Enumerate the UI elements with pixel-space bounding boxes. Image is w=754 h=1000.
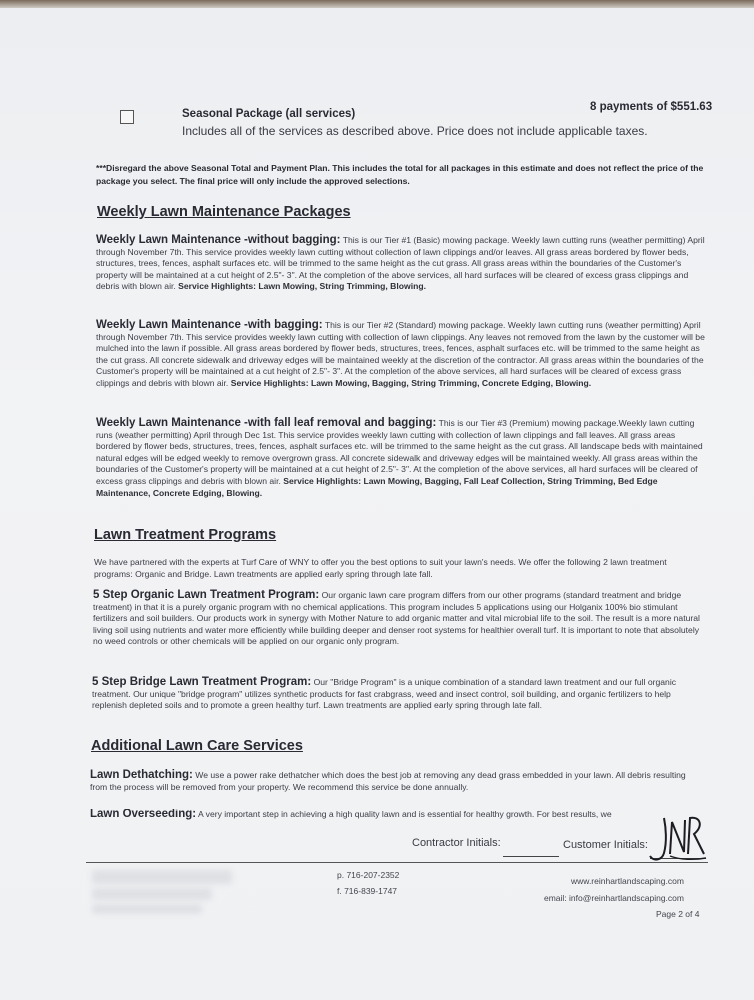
overseeding-paragraph: [90, 809, 690, 821]
footer-blurred-block: [92, 888, 212, 900]
dethatching-paragraph: [90, 770, 700, 793]
contractor-initials-line[interactable]: [503, 856, 559, 857]
page-number: Page 2 of 4: [656, 909, 700, 919]
tier1-title: Weekly Lawn Maintenance -without bagging:: [96, 234, 341, 246]
customer-initials-signature: [640, 808, 710, 868]
tier2-paragraph: [96, 320, 706, 390]
tier2-title: Weekly Lawn Maintenance -with bagging:: [96, 319, 323, 331]
footer-blurred-block: [92, 904, 202, 914]
overseeding-body: A very important step in achieving a high quality lawn and is essential for healthy growth. For best results, we: [196, 809, 612, 819]
dethatching-body: We use a power rake dethatcher which does the best job at removing any dead grass embedded in your lawn. All debris resulting from the process will be removed from your property. We recommend this service be done annually.: [90, 770, 686, 792]
lawn-treatment-heading: Lawn Treatment Programs: [94, 527, 277, 543]
organic-program-paragraph: [93, 590, 703, 648]
dethatching-title: Lawn Dethatching:: [90, 769, 193, 781]
tier1-paragraph: [96, 235, 706, 293]
seasonal-package-title: Seasonal Package (all services): [182, 108, 356, 120]
organic-program-title: 5 Step Organic Lawn Treatment Program:: [93, 589, 320, 601]
organic-program-body: Our organic lawn care program differs from our other programs (standard treatment and bridge treatment) in that it is a purely organic program with no chemical applications. This program includes 5 applications using our Holganix 100% bio stimulant fertilizers and soil builders. Our products work in synergy with Mother Nature to add organic matter and vital microbial life to the soil. The result is a more natural living soil using nutrients and water more efficiently while building deeper and denser root systems for healthier overall turf. It is important to note that absolutely no weed controls or other chemicals will be applied on our organic only program.: [93, 590, 700, 647]
footer-divider: [86, 862, 708, 863]
seasonal-package-price: 8 payments of $551.63: [590, 101, 713, 113]
footer-fax: f. 716-839-1747: [337, 886, 398, 896]
disclaimer-note: ***Disregard the above Seasonal Total and Payment Plan. This includes the total for all packages in this estimate and does not reflect the price of the package you select. The final price will only include the approved selections.: [96, 163, 704, 186]
tier3-title: Weekly Lawn Maintenance -with fall leaf removal and bagging:: [96, 417, 437, 429]
tier2-body: This is our Tier #2 (Standard) mowing package. Weekly lawn cutting runs (weather permitting) April through November 7th. This service provides weekly lawn cutting with collection of lawn clippings. Any leaves not removed from the lawn by the customer will be mulched into the lawn if possible. All grass areas bordered by flower beds, structures, trees, fences, asphalt surfaces etc. will be trimmed to the same height as the cut grass. All concrete sidewalk and driveway edges will be maintained weekly at the discretion of the contractor. All grass areas within the boundaries of the Customer's property will be maintained at a cut height of 2.5"- 3". At the completion of the above services, all hard surfaces will be cleared of excess grass clippings and debris with blown air.: [96, 320, 705, 388]
page-top-edge: [0, 0, 754, 8]
seasonal-package-checkbox[interactable]: [120, 110, 134, 124]
footer-email[interactable]: email: info@reinhartlandscaping.com: [544, 893, 684, 903]
footer-blurred-block: [92, 870, 232, 884]
tier3-body: This is our Tier #3 (Premium) mowing package.Weekly lawn cutting runs (weather permitting) April through Dec 1st. This service provides weekly lawn cutting with collection of lawn clippings and fall leaves. All grass areas bordered by flower beds, structures, trees, fences, asphalt surfaces etc. will be trimmed to the same height as the cut grass. All landscape beds with maintained natural edges will be edged weekly to remove overgrown grass. All concrete sidewalk and driveway edges will be maintained weekly. All grass areas within the boundaries of the Customer's property will be maintained at a cut height of 2.5"- 3". At the completion of the above services, all hard surfaces will be cleared of excess grass clippings and debris with blown air.: [96, 418, 703, 486]
treatment-intro: We have partnered with the experts at Turf Care of WNY to offer you the best options to suit your lawn's needs. We offer the following 2 lawn treatment programs: Organic and Bridge. Lawn treatments are applied early spring through late fall.: [94, 557, 667, 579]
tier3-paragraph: [96, 418, 706, 499]
footer-website[interactable]: www.reinhartlandscaping.com: [571, 876, 684, 886]
bridge-program-paragraph: [92, 677, 702, 712]
contractor-initials-label: Contractor Initials:: [412, 837, 501, 849]
tier2-highlights: Service Highlights: Lawn Mowing, Bagging, String Trimming, Concrete Edging, Blowing.: [230, 377, 592, 388]
footer-phone: p. 716-207-2352: [337, 870, 400, 880]
additional-services-heading: Additional Lawn Care Services: [91, 738, 303, 754]
bridge-program-body: Our "Bridge Program" is a unique combination of a standard lawn treatment and our full organic treatment. Our unique "bridge program" utilizes synthetic products for fast crabgrass, weed and insect control, soil building, and organic fertilizers to help replenish depleted soils and to promote a green healthy turf. Lawn treatments are applied early spring through late fall.: [92, 677, 677, 711]
customer-initials-label: Customer Initials:: [563, 839, 648, 851]
tier1-highlights: Service Highlights: Lawn Mowing, String Trimming, Blowing.: [178, 281, 426, 292]
tier1-body: This is our Tier #1 (Basic) mowing package. Weekly lawn cutting runs (weather permitting) April through November 7th. This service provides weekly lawn cutting without collection of lawn clippings and/or leaves. All grass areas bordered by flower beds, structures, trees, fences, asphalt surfaces etc. will be trimmed to the same height as the cut grass. All grass areas within the boundaries of the Customer's property will be maintained at a cut height of 2.5"- 3". At the completion of the above services, all hard surfaces will be cleared of excess grass clippings and debris with blown air.: [96, 235, 705, 292]
overseeding-title: Lawn Overseeding:: [90, 809, 197, 820]
seasonal-package-description: Includes all of the services as described above. Price does not include applicable taxes.: [182, 124, 648, 138]
tier3-highlights: Service Highlights: Lawn Mowing, Bagging, Fall Leaf Collection, String Trimming, Bed Edge Maintenance, Concrete Edging, Blowing.: [96, 475, 658, 498]
bridge-program-title: 5 Step Bridge Lawn Treatment Program:: [92, 676, 312, 688]
weekly-maintenance-heading: Weekly Lawn Maintenance Packages: [97, 204, 351, 220]
